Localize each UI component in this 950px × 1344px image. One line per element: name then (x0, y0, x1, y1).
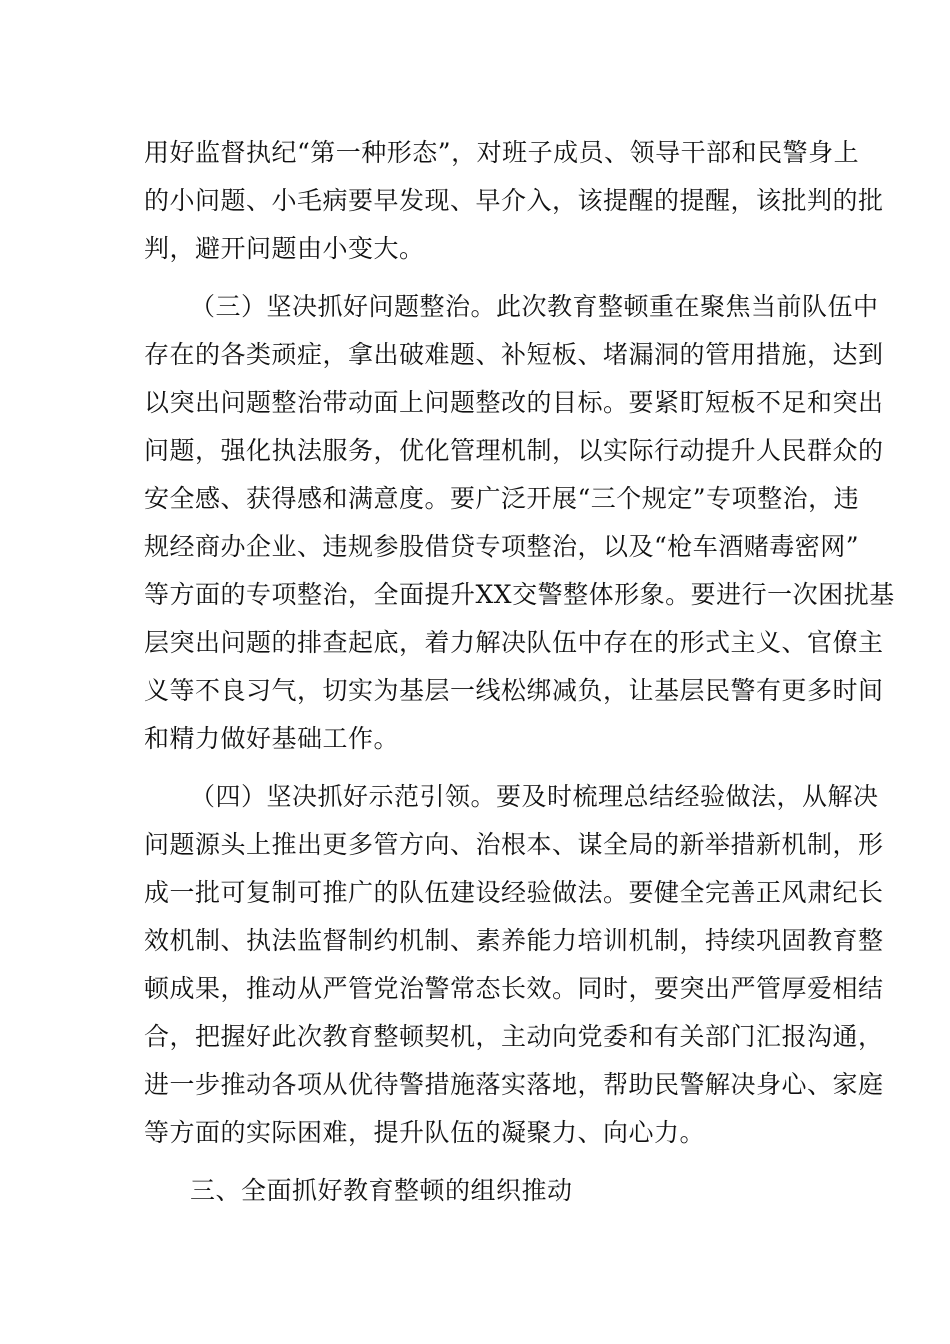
chapter-heading: 三、全面抓好教育整顿的组织推动 (190, 1176, 573, 1205)
text-line: 等方面的实际困难，提升队伍的凝聚力、向心力。 (144, 1118, 706, 1147)
text-line: 成一批可复制可推广的队伍建设经验做法。要健全完善正风肃纪长 (144, 878, 884, 907)
text-line: 问题源头上推出更多管方向、治根本、谋全局的新举措新机制，形 (144, 830, 884, 859)
text-line: 进一步推动各项从优待警措施落实落地，帮助民警解决身心、家庭 (144, 1070, 884, 1099)
text-line: 安全感、获得感和满意度。要广泛开展“三个规定”专项整治，违 (144, 484, 860, 513)
text-line: 以突出问题整治带动面上问题整改的目标。要紧盯短板不足和突出 (144, 388, 884, 417)
section-heading-four: （四）坚决抓好示范引领。要及时梳理总结经验做法，从解决 (190, 782, 879, 811)
text-line: 用好监督执纪“第一种形态”，对班子成员、领导干部和民警身上 (144, 138, 860, 167)
section-heading-three: （三）坚决抓好问题整治。此次教育整顿重在聚焦当前队伍中 (190, 292, 879, 321)
text-line: 合，把握好此次教育整顿契机，主动向党委和有关部门汇报沟通， (144, 1022, 884, 1051)
text-line: 的小问题、小毛病要早发现、早介入，该提醒的提醒，该批判的批 (144, 186, 884, 215)
text-line: 义等不良习气，切实为基层一线松绑减负，让基层民警有更多时间 (144, 676, 884, 705)
text-line: 规经商办企业、违规参股借贷专项整治，以及“枪车酒赌毒密网” (144, 532, 860, 561)
text-line: 顿成果，推动从严管党治警常态长效。同时，要突出严管厚爱相结 (144, 974, 884, 1003)
text-line: 判，避开问题由小变大。 (144, 234, 425, 263)
text-line: 问题，强化执法服务，优化管理机制，以实际行动提升人民群众的 (144, 436, 884, 465)
text-line: 存在的各类顽症，拿出破难题、补短板、堵漏洞的管用措施，达到 (144, 340, 884, 369)
text-line: 和精力做好基础工作。 (144, 724, 400, 753)
text-line: 层突出问题的排查起底，着力解决队伍中存在的形式主义、官僚主 (144, 628, 884, 657)
text-line: 效机制、执法监督制约机制、素养能力培训机制，持续巩固教育整 (144, 926, 884, 955)
text-line: 等方面的专项整治，全面提升XX交警整体形象。要进行一次困扰基 (144, 580, 895, 609)
